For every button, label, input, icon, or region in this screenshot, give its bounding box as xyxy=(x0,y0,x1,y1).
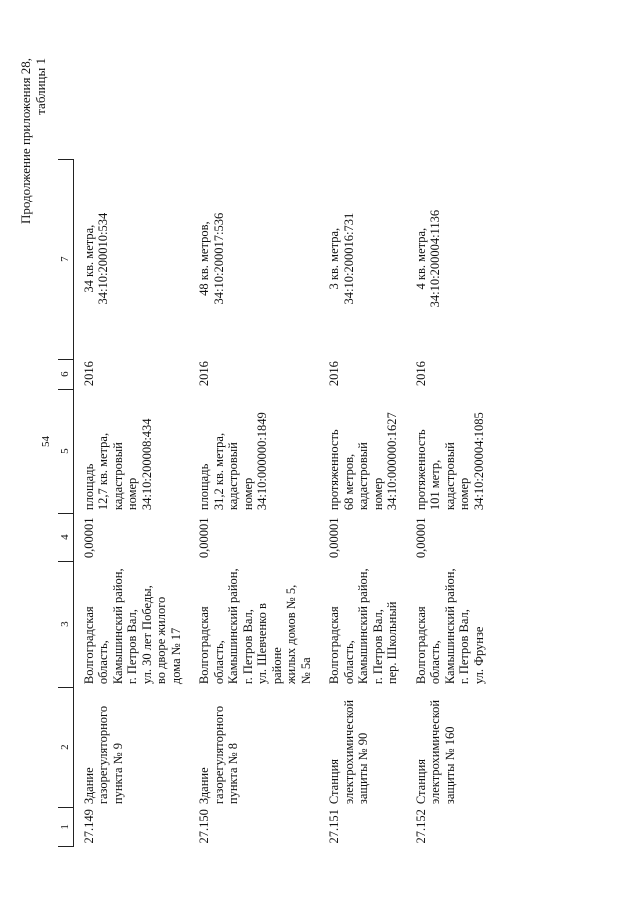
table-row xyxy=(406,159,493,846)
table-row xyxy=(73,159,189,846)
object-description: площадь 12,7 кв. метра, кадастровый номер 34:10:200008:434 xyxy=(81,418,154,511)
row-number: 27.149 xyxy=(81,809,96,844)
table-row xyxy=(319,159,406,846)
object-note: 3 кв. метра, 34:10:200016:731 xyxy=(327,212,356,305)
object-name: Здание газорегуляторного пункта № 9 xyxy=(81,705,125,805)
column-header: 6 xyxy=(58,359,73,389)
column-header: 7 xyxy=(58,159,73,359)
caption-line-1: Продолжение приложения 28, xyxy=(18,58,33,225)
object-address: Волгоградская область, Камышинский район, г. Петров Вал, ул. Шевченко в районе жилых домов № 5, № 5а xyxy=(197,568,313,685)
appendix-table xyxy=(58,159,492,847)
object-address: Волгоградская область, Камышинский район, г. Петров Вал, пер. Школьный xyxy=(327,568,399,685)
object-description: протяженность 101 метр, кадастровый номер 34:10:200004:1085 xyxy=(413,412,486,511)
object-name: Станция электрохимической защиты № 160 xyxy=(413,699,457,805)
table-row xyxy=(189,159,319,846)
column-number-row xyxy=(58,159,73,846)
object-year: 2016 xyxy=(81,361,96,387)
caption-line-2: таблицы 1 xyxy=(33,58,48,115)
row-number: 27.150 xyxy=(197,809,211,844)
page-number: 54 xyxy=(40,436,52,447)
object-name: Станция электрохимической защиты № 90 xyxy=(327,699,370,805)
object-note: 34 кв. метра, 34:10:200010:534 xyxy=(81,212,110,305)
object-description: площадь 31,2 кв. метра, кадастровый номер 34:10:000000:1849 xyxy=(197,412,269,511)
object-year: 2016 xyxy=(197,361,211,387)
object-value: 0,00001 xyxy=(81,517,96,559)
object-year: 2016 xyxy=(327,361,341,387)
column-header: 1 xyxy=(58,807,73,846)
column-header: 4 xyxy=(58,513,73,561)
object-year: 2016 xyxy=(413,361,428,387)
row-number: 27.151 xyxy=(327,809,341,844)
column-header: 5 xyxy=(58,389,73,513)
object-value: 0,00001 xyxy=(413,517,428,559)
column-header: 3 xyxy=(58,561,73,687)
column-header: 2 xyxy=(58,687,73,807)
object-address: Волгоградская область, Камышинский район, г. Петров Вал, ул. Фрунзе xyxy=(413,568,486,685)
object-description: протяженность 68 метров, кадастровый номер 34:10:000000:1627 xyxy=(327,412,399,511)
object-note: 48 кв. метров, 34:10:200017:536 xyxy=(197,212,226,305)
object-name: Здание газорегуляторного пункта № 8 xyxy=(197,705,240,805)
row-number: 27.152 xyxy=(413,809,428,844)
object-value: 0,00001 xyxy=(197,517,211,559)
object-note: 4 кв. метра, 34:10:200004:1136 xyxy=(413,209,442,308)
object-address: Волгоградская область, Камышинский район, г. Петров Вал, ул. 30 лет Победы, во дворе жилого дома № 17 xyxy=(81,568,183,685)
table-caption xyxy=(18,58,48,224)
object-value: 0,00001 xyxy=(327,517,341,559)
